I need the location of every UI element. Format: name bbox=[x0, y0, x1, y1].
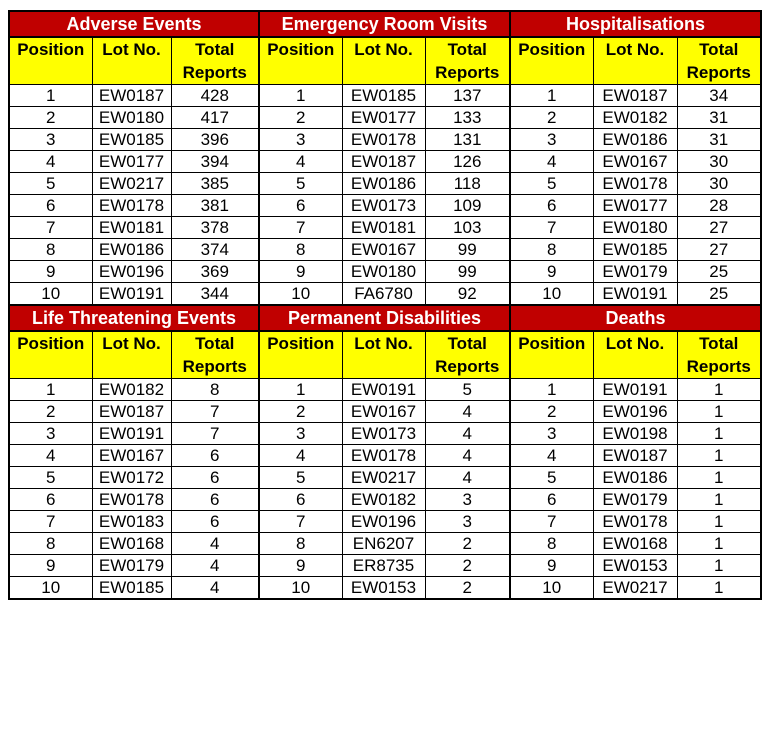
table-row bbox=[9, 467, 761, 489]
adverse-events-total-cell: 378 bbox=[171, 217, 259, 239]
reports-label: Reports bbox=[182, 63, 247, 82]
adverse-events-lot-cell: EW0186 bbox=[92, 239, 171, 261]
emergency-room-visits-total-cell: 126 bbox=[425, 151, 510, 173]
adverse-events-position-cell: 5 bbox=[9, 173, 92, 195]
deaths-lot-cell: EW0186 bbox=[593, 467, 677, 489]
life-threatening-events-lot-cell: EW0172 bbox=[92, 467, 171, 489]
table-row bbox=[9, 401, 761, 423]
permanent-disabilities-total-cell: 3 bbox=[425, 489, 510, 511]
life-threatening-events-total-cell: 4 bbox=[171, 555, 259, 577]
total-label: Total bbox=[447, 40, 487, 59]
reports-label: Reports bbox=[686, 63, 751, 82]
hospitalisations-total-cell: 25 bbox=[677, 283, 761, 306]
deaths-total-cell: 1 bbox=[677, 577, 761, 600]
life-threatening-events-position-cell: 5 bbox=[9, 467, 92, 489]
life-threatening-events-lot-cell: EW0167 bbox=[92, 445, 171, 467]
adverse-events-lot-cell: EW0191 bbox=[92, 283, 171, 306]
adverse-events-total-cell: 394 bbox=[171, 151, 259, 173]
emergency-room-visits-lot-cell: EW0186 bbox=[342, 173, 425, 195]
table-row bbox=[9, 283, 761, 306]
hospitalisations-total-cell: 30 bbox=[677, 151, 761, 173]
adverse-events-total-reports-header bbox=[171, 37, 259, 85]
permanent-disabilities-lot-cell: EW0178 bbox=[342, 445, 425, 467]
deaths-total-cell: 1 bbox=[677, 555, 761, 577]
hospitalisations-lot-cell: EW0187 bbox=[593, 85, 677, 107]
life-threatening-events-position-cell: 1 bbox=[9, 379, 92, 401]
life-threatening-events-total-cell: 8 bbox=[171, 379, 259, 401]
adverse-events-total-cell: 417 bbox=[171, 107, 259, 129]
deaths-position-cell: 3 bbox=[510, 423, 593, 445]
hospitalisations-position-cell: 7 bbox=[510, 217, 593, 239]
permanent-disabilities-position-header: Position bbox=[259, 331, 342, 379]
emergency-room-visits-lot-cell: EW0178 bbox=[342, 129, 425, 151]
hospitalisations-position-cell: 3 bbox=[510, 129, 593, 151]
emergency-room-visits-lot-cell: EW0167 bbox=[342, 239, 425, 261]
permanent-disabilities-total-cell: 2 bbox=[425, 555, 510, 577]
emergency-room-visits-position-cell: 3 bbox=[259, 129, 342, 151]
permanent-disabilities-total-cell: 2 bbox=[425, 533, 510, 555]
bottom_sections-column-header-row bbox=[9, 331, 761, 379]
emergency-room-visits-total-cell: 103 bbox=[425, 217, 510, 239]
deaths-total-cell: 1 bbox=[677, 401, 761, 423]
life-threatening-events-lot-cell: EW0185 bbox=[92, 577, 171, 600]
adverse-events-position-cell: 9 bbox=[9, 261, 92, 283]
permanent-disabilities-lot-header: Lot No. bbox=[342, 331, 425, 379]
table-row bbox=[9, 511, 761, 533]
hospitalisations-total-cell: 30 bbox=[677, 173, 761, 195]
adverse-events-position-cell: 1 bbox=[9, 85, 92, 107]
permanent-disabilities-total-cell: 5 bbox=[425, 379, 510, 401]
reports-label: Reports bbox=[182, 357, 247, 376]
permanent-disabilities-lot-cell: EW0191 bbox=[342, 379, 425, 401]
adverse-events-lot-cell: EW0217 bbox=[92, 173, 171, 195]
permanent-disabilities-position-cell: 4 bbox=[259, 445, 342, 467]
emergency-room-visits-lot-cell: FA6780 bbox=[342, 283, 425, 306]
adverse-events-lot-cell: EW0185 bbox=[92, 129, 171, 151]
emergency-room-visits-position-cell: 8 bbox=[259, 239, 342, 261]
deaths-total-cell: 1 bbox=[677, 511, 761, 533]
hospitalisations-total-cell: 28 bbox=[677, 195, 761, 217]
permanent-disabilities-lot-cell: EW0173 bbox=[342, 423, 425, 445]
hospitalisations-position-cell: 5 bbox=[510, 173, 593, 195]
deaths-position-cell: 4 bbox=[510, 445, 593, 467]
life-threatening-events-position-cell: 2 bbox=[9, 401, 92, 423]
reports-label: Reports bbox=[435, 63, 500, 82]
table-row bbox=[9, 239, 761, 261]
deaths-total-cell: 1 bbox=[677, 489, 761, 511]
emergency-room-visits-total-cell: 133 bbox=[425, 107, 510, 129]
emergency-room-visits-position-cell: 2 bbox=[259, 107, 342, 129]
hospitalisations-title: Hospitalisations bbox=[510, 11, 761, 37]
hospitalisations-lot-cell: EW0178 bbox=[593, 173, 677, 195]
deaths-position-cell: 6 bbox=[510, 489, 593, 511]
permanent-disabilities-total-cell: 4 bbox=[425, 401, 510, 423]
deaths-lot-cell: EW0187 bbox=[593, 445, 677, 467]
deaths-lot-cell: EW0196 bbox=[593, 401, 677, 423]
deaths-position-cell: 9 bbox=[510, 555, 593, 577]
total-label: Total bbox=[195, 334, 235, 353]
table-row bbox=[9, 151, 761, 173]
hospitalisations-lot-cell: EW0180 bbox=[593, 217, 677, 239]
permanent-disabilities-position-cell: 8 bbox=[259, 533, 342, 555]
hospitalisations-total-cell: 27 bbox=[677, 239, 761, 261]
emergency-room-visits-total-cell: 118 bbox=[425, 173, 510, 195]
deaths-total-cell: 1 bbox=[677, 445, 761, 467]
life-threatening-events-position-cell: 10 bbox=[9, 577, 92, 600]
permanent-disabilities-position-cell: 7 bbox=[259, 511, 342, 533]
total-label: Total bbox=[699, 334, 739, 353]
permanent-disabilities-lot-cell: ER8735 bbox=[342, 555, 425, 577]
life-threatening-events-total-cell: 4 bbox=[171, 533, 259, 555]
hospitalisations-position-cell: 10 bbox=[510, 283, 593, 306]
hospitalisations-position-cell: 1 bbox=[510, 85, 593, 107]
emergency-room-visits-position-cell: 10 bbox=[259, 283, 342, 306]
hospitalisations-total-cell: 31 bbox=[677, 129, 761, 151]
permanent-disabilities-lot-cell: EN6207 bbox=[342, 533, 425, 555]
permanent-disabilities-lot-cell: EW0182 bbox=[342, 489, 425, 511]
permanent-disabilities-total-reports-header bbox=[425, 331, 510, 379]
hospitalisations-lot-cell: EW0185 bbox=[593, 239, 677, 261]
life-threatening-events-position-cell: 3 bbox=[9, 423, 92, 445]
life-threatening-events-lot-cell: EW0178 bbox=[92, 489, 171, 511]
permanent-disabilities-title: Permanent Disabilities bbox=[259, 305, 510, 331]
reports-label: Reports bbox=[686, 357, 751, 376]
hospitalisations-lot-cell: EW0179 bbox=[593, 261, 677, 283]
permanent-disabilities-position-cell: 5 bbox=[259, 467, 342, 489]
deaths-total-cell: 1 bbox=[677, 423, 761, 445]
adverse-events-total-cell: 369 bbox=[171, 261, 259, 283]
emergency-room-visits-position-cell: 5 bbox=[259, 173, 342, 195]
emergency-room-visits-title: Emergency Room Visits bbox=[259, 11, 510, 37]
permanent-disabilities-position-cell: 9 bbox=[259, 555, 342, 577]
top_sections-title-row bbox=[9, 11, 761, 37]
emergency-room-visits-lot-cell: EW0180 bbox=[342, 261, 425, 283]
hospitalisations-lot-cell: EW0191 bbox=[593, 283, 677, 306]
permanent-disabilities-lot-cell: EW0167 bbox=[342, 401, 425, 423]
emergency-room-visits-lot-cell: EW0185 bbox=[342, 85, 425, 107]
permanent-disabilities-position-cell: 2 bbox=[259, 401, 342, 423]
life-threatening-events-position-cell: 4 bbox=[9, 445, 92, 467]
adverse-events-lot-cell: EW0181 bbox=[92, 217, 171, 239]
table-row bbox=[9, 195, 761, 217]
emergency-room-visits-lot-cell: EW0177 bbox=[342, 107, 425, 129]
hospitalisations-position-header: Position bbox=[510, 37, 593, 85]
deaths-lot-cell: EW0217 bbox=[593, 577, 677, 600]
emergency-room-visits-position-cell: 6 bbox=[259, 195, 342, 217]
emergency-room-visits-total-cell: 137 bbox=[425, 85, 510, 107]
hospitalisations-lot-cell: EW0182 bbox=[593, 107, 677, 129]
life-threatening-events-lot-cell: EW0183 bbox=[92, 511, 171, 533]
deaths-lot-header: Lot No. bbox=[593, 331, 677, 379]
top_sections-column-header-row bbox=[9, 37, 761, 85]
adverse-events-total-cell: 381 bbox=[171, 195, 259, 217]
permanent-disabilities-position-cell: 3 bbox=[259, 423, 342, 445]
life-threatening-events-total-cell: 4 bbox=[171, 577, 259, 600]
hospitalisations-total-cell: 31 bbox=[677, 107, 761, 129]
reports-label: Reports bbox=[435, 357, 500, 376]
permanent-disabilities-position-cell: 6 bbox=[259, 489, 342, 511]
emergency-room-visits-position-header: Position bbox=[259, 37, 342, 85]
life-threatening-events-lot-header: Lot No. bbox=[92, 331, 171, 379]
adverse-events-lot-cell: EW0180 bbox=[92, 107, 171, 129]
life-threatening-events-total-cell: 6 bbox=[171, 489, 259, 511]
adverse-events-position-cell: 2 bbox=[9, 107, 92, 129]
emergency-room-visits-total-reports-header bbox=[425, 37, 510, 85]
emergency-room-visits-lot-cell: EW0187 bbox=[342, 151, 425, 173]
life-threatening-events-total-reports-header bbox=[171, 331, 259, 379]
hospitalisations-total-cell: 25 bbox=[677, 261, 761, 283]
life-threatening-events-lot-cell: EW0191 bbox=[92, 423, 171, 445]
deaths-position-cell: 10 bbox=[510, 577, 593, 600]
life-threatening-events-position-cell: 6 bbox=[9, 489, 92, 511]
adverse-events-position-cell: 3 bbox=[9, 129, 92, 151]
life-threatening-events-lot-cell: EW0187 bbox=[92, 401, 171, 423]
total-label: Total bbox=[447, 334, 487, 353]
life-threatening-events-lot-cell: EW0182 bbox=[92, 379, 171, 401]
deaths-position-cell: 1 bbox=[510, 379, 593, 401]
emergency-room-visits-total-cell: 131 bbox=[425, 129, 510, 151]
hospitalisations-total-reports-header bbox=[677, 37, 761, 85]
adverse-events-lot-cell: EW0196 bbox=[92, 261, 171, 283]
emergency-room-visits-lot-cell: EW0181 bbox=[342, 217, 425, 239]
emergency-room-visits-total-cell: 99 bbox=[425, 261, 510, 283]
hospitalisations-lot-cell: EW0186 bbox=[593, 129, 677, 151]
total-label: Total bbox=[195, 40, 235, 59]
adverse-events-position-cell: 4 bbox=[9, 151, 92, 173]
table-row bbox=[9, 445, 761, 467]
deaths-position-header: Position bbox=[510, 331, 593, 379]
adverse-events-lot-cell: EW0178 bbox=[92, 195, 171, 217]
permanent-disabilities-lot-cell: EW0196 bbox=[342, 511, 425, 533]
adverse-events-total-cell: 385 bbox=[171, 173, 259, 195]
deaths-total-cell: 1 bbox=[677, 379, 761, 401]
permanent-disabilities-total-cell: 4 bbox=[425, 423, 510, 445]
table-row bbox=[9, 379, 761, 401]
bottom_sections-title-row bbox=[9, 305, 761, 331]
table-row bbox=[9, 85, 761, 107]
life-threatening-events-lot-cell: EW0168 bbox=[92, 533, 171, 555]
life-threatening-events-title: Life Threatening Events bbox=[9, 305, 259, 331]
emergency-room-visits-total-cell: 109 bbox=[425, 195, 510, 217]
hospitalisations-position-cell: 9 bbox=[510, 261, 593, 283]
hospitalisations-lot-cell: EW0167 bbox=[593, 151, 677, 173]
hospitalisations-position-cell: 2 bbox=[510, 107, 593, 129]
hospitalisations-total-cell: 34 bbox=[677, 85, 761, 107]
table-row bbox=[9, 555, 761, 577]
life-threatening-events-total-cell: 6 bbox=[171, 467, 259, 489]
table-row bbox=[9, 423, 761, 445]
deaths-lot-cell: EW0168 bbox=[593, 533, 677, 555]
deaths-total-reports-header bbox=[677, 331, 761, 379]
adverse-events-position-cell: 7 bbox=[9, 217, 92, 239]
life-threatening-events-position-cell: 7 bbox=[9, 511, 92, 533]
permanent-disabilities-position-cell: 10 bbox=[259, 577, 342, 600]
hospitalisations-position-cell: 8 bbox=[510, 239, 593, 261]
adverse-events-total-cell: 396 bbox=[171, 129, 259, 151]
table-row bbox=[9, 173, 761, 195]
life-threatening-events-position-header: Position bbox=[9, 331, 92, 379]
emergency-room-visits-lot-cell: EW0173 bbox=[342, 195, 425, 217]
hospitalisations-lot-header: Lot No. bbox=[593, 37, 677, 85]
life-threatening-events-total-cell: 7 bbox=[171, 401, 259, 423]
adverse-events-lot-cell: EW0177 bbox=[92, 151, 171, 173]
deaths-position-cell: 7 bbox=[510, 511, 593, 533]
hospitalisations-total-cell: 27 bbox=[677, 217, 761, 239]
adverse-events-lot-header: Lot No. bbox=[92, 37, 171, 85]
total-label: Total bbox=[699, 40, 739, 59]
adverse-events-position-cell: 8 bbox=[9, 239, 92, 261]
deaths-position-cell: 8 bbox=[510, 533, 593, 555]
permanent-disabilities-total-cell: 3 bbox=[425, 511, 510, 533]
emergency-room-visits-position-cell: 7 bbox=[259, 217, 342, 239]
adverse-events-position-cell: 6 bbox=[9, 195, 92, 217]
emergency-room-visits-position-cell: 9 bbox=[259, 261, 342, 283]
permanent-disabilities-total-cell: 4 bbox=[425, 445, 510, 467]
adverse-events-total-cell: 428 bbox=[171, 85, 259, 107]
life-threatening-events-total-cell: 6 bbox=[171, 445, 259, 467]
table-row bbox=[9, 261, 761, 283]
life-threatening-events-position-cell: 8 bbox=[9, 533, 92, 555]
deaths-lot-cell: EW0178 bbox=[593, 511, 677, 533]
deaths-lot-cell: EW0179 bbox=[593, 489, 677, 511]
hospitalisations-position-cell: 6 bbox=[510, 195, 593, 217]
emergency-room-visits-position-cell: 1 bbox=[259, 85, 342, 107]
adverse-events-position-cell: 10 bbox=[9, 283, 92, 306]
permanent-disabilities-position-cell: 1 bbox=[259, 379, 342, 401]
hospitalisations-position-cell: 4 bbox=[510, 151, 593, 173]
table-row bbox=[9, 489, 761, 511]
lot-report-tables bbox=[8, 10, 762, 600]
deaths-total-cell: 1 bbox=[677, 533, 761, 555]
permanent-disabilities-lot-cell: EW0217 bbox=[342, 467, 425, 489]
deaths-position-cell: 5 bbox=[510, 467, 593, 489]
adverse-events-title: Adverse Events bbox=[9, 11, 259, 37]
adverse-events-position-header: Position bbox=[9, 37, 92, 85]
deaths-position-cell: 2 bbox=[510, 401, 593, 423]
permanent-disabilities-lot-cell: EW0153 bbox=[342, 577, 425, 600]
emergency-room-visits-total-cell: 99 bbox=[425, 239, 510, 261]
life-threatening-events-total-cell: 7 bbox=[171, 423, 259, 445]
permanent-disabilities-total-cell: 2 bbox=[425, 577, 510, 600]
table-row bbox=[9, 129, 761, 151]
table-row bbox=[9, 577, 761, 600]
table-row bbox=[9, 107, 761, 129]
life-threatening-events-total-cell: 6 bbox=[171, 511, 259, 533]
adverse-events-total-cell: 374 bbox=[171, 239, 259, 261]
deaths-lot-cell: EW0153 bbox=[593, 555, 677, 577]
life-threatening-events-position-cell: 9 bbox=[9, 555, 92, 577]
table-row bbox=[9, 533, 761, 555]
adverse-events-lot-cell: EW0187 bbox=[92, 85, 171, 107]
permanent-disabilities-total-cell: 4 bbox=[425, 467, 510, 489]
report-grid bbox=[8, 10, 762, 600]
emergency-room-visits-total-cell: 92 bbox=[425, 283, 510, 306]
deaths-total-cell: 1 bbox=[677, 467, 761, 489]
hospitalisations-lot-cell: EW0177 bbox=[593, 195, 677, 217]
emergency-room-visits-lot-header: Lot No. bbox=[342, 37, 425, 85]
deaths-lot-cell: EW0191 bbox=[593, 379, 677, 401]
table-row bbox=[9, 217, 761, 239]
deaths-lot-cell: EW0198 bbox=[593, 423, 677, 445]
deaths-title: Deaths bbox=[510, 305, 761, 331]
emergency-room-visits-position-cell: 4 bbox=[259, 151, 342, 173]
adverse-events-total-cell: 344 bbox=[171, 283, 259, 306]
life-threatening-events-lot-cell: EW0179 bbox=[92, 555, 171, 577]
